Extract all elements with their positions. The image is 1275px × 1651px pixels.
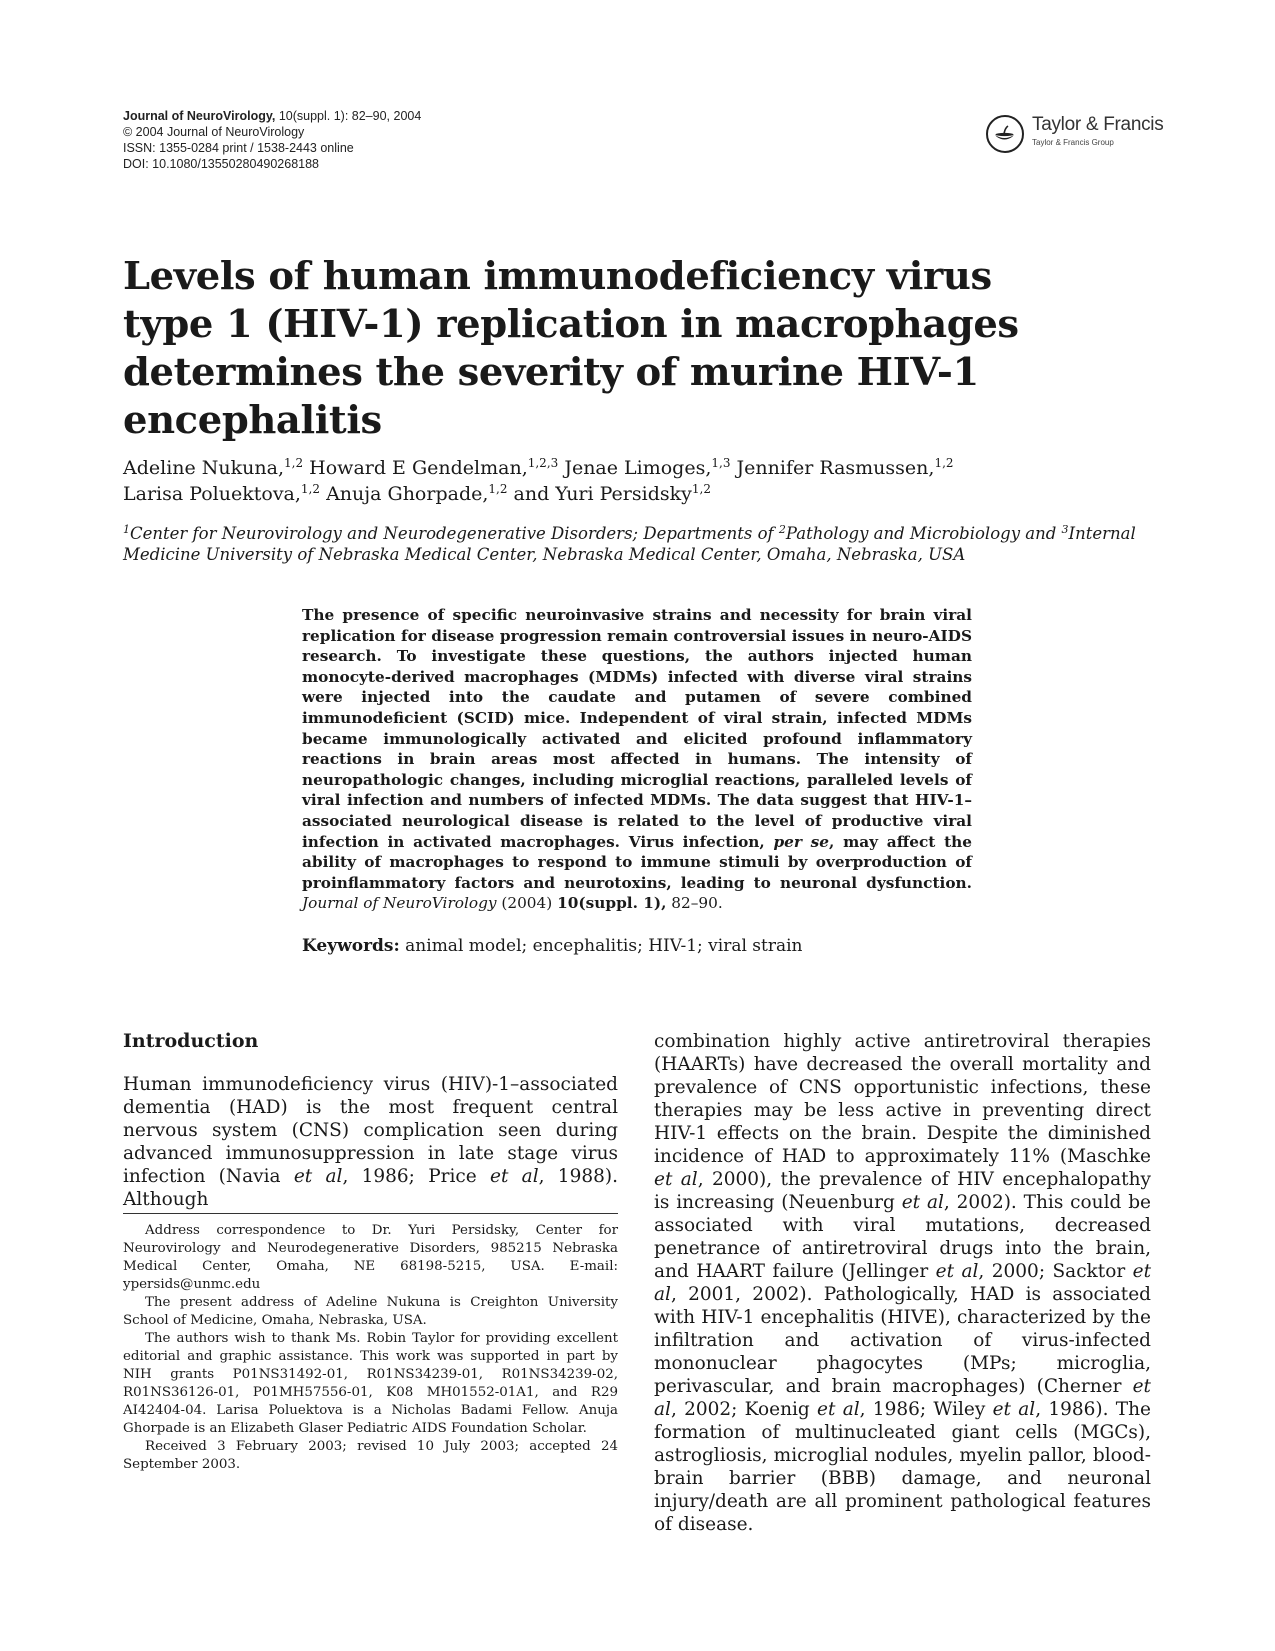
citation-et-al: et al [490, 1166, 539, 1187]
author-affiliation-marker: 1,2,3 [527, 456, 559, 470]
keywords-label: Keywords: [302, 936, 400, 956]
body-text: , 1986). The formation of multinucleated giant cells (MGCs), astrogliosis, microglial nodules, myelin pallor, blood-brain barrier (BBB) damage, and neuronal injury/death are all prominent pathological features of disease. [654, 1399, 1152, 1535]
body-text: , 1986; Price [342, 1166, 491, 1187]
abstract-citation-pages: 82–90. [666, 894, 723, 913]
body-text: , 2000), the prevalence of HIV encephalopathy is increasing (Neuenburg [654, 1169, 1151, 1213]
author-affiliation-marker: 1,3 [711, 456, 731, 470]
author-name: Adeline Nukuna, [123, 457, 285, 479]
abstract-citation-journal: Journal of NeuroVirology [302, 894, 497, 913]
publisher-name: Taylor & Francis [1032, 114, 1164, 135]
author-affiliation-marker: 1,2 [488, 482, 508, 496]
author-list [123, 455, 1173, 507]
keywords [302, 935, 982, 957]
author-name: and Yuri Persidsky [513, 483, 692, 505]
citation-et-al: et al [293, 1166, 343, 1187]
affiliation-text: Internal Medicine University of Nebraska Medical Center, Nebraska Medical Center, Omaha, Nebraska, USA [123, 524, 1136, 564]
publisher-group: Taylor & Francis Group [1032, 138, 1114, 147]
footnote-correspondence: Address correspondence to Dr. Yuri Persidsky, Center for Neurovirology and Neurodegenerative Disorders, 985215 Nebraska Medical Center, Omaha, NE 68198-5215, USA. E-mail: ypersids@unmc.edu [123, 1223, 618, 1292]
journal-name: Journal of NeuroVirology, [123, 109, 276, 123]
introduction-paragraph-right [654, 1030, 1151, 1536]
body-text: , 1986; Wiley [859, 1399, 993, 1420]
section-heading-introduction: Introduction [123, 1030, 259, 1052]
lamp-icon [988, 117, 1021, 150]
body-text: , 1988). Although [123, 1166, 618, 1210]
body-text: , 2002; Koenig [670, 1399, 818, 1420]
author-affiliation-marker: 1,2 [691, 482, 711, 496]
author-name: Jenae Limoges, [564, 457, 712, 479]
abstract-citation-volume: 10(suppl. 1), [557, 894, 667, 913]
citation-et-al: et al [654, 1376, 1151, 1420]
affiliation-marker: 1 [123, 523, 130, 536]
author-affiliation-marker: 1,2 [300, 482, 321, 496]
footnote-acknowledgment: The authors wish to thank Ms. Robin Taylor for providing excellent editorial and graphic assistance. This work was supported in part by NIH grants P01NS31492-01, R01NS34239-01, R01NS34239-02, R01NS36126-01, P01MH57556-01, K08 MH01552-01A1, and R29 AI42404-04. Larisa Poluektova is a Nicholas Badami Fellow. Anuja Ghorpade is an Elizabeth Glaser Pediatric AIDS Foundation Scholar. [123, 1331, 618, 1436]
citation-et-al: et al [654, 1261, 1152, 1305]
doi-line: DOI: 10.1080/13550280490268188 [123, 157, 320, 171]
abstract-text: , may affect the ability of macrophages to respond to immune stimuli by overproduction of proinflammatory factors and neurotoxins, leading to neuronal dysfunction. [302, 832, 972, 892]
body-text: Human immunodeficiency virus (HIV)-1–associated dementia (HAD) is the most frequent central nervous system (CNS) complication seen during advanced immunosuppression in late stage virus infection (Navia [123, 1074, 618, 1187]
author-name: Jennifer Rasmussen, [736, 457, 935, 479]
publisher-logo [986, 112, 1168, 158]
affiliations [123, 523, 1173, 565]
journal-header [123, 108, 583, 172]
citation-et-al: et al [654, 1169, 698, 1190]
abstract [302, 605, 972, 914]
body-text: , 2000; Sacktor [978, 1261, 1133, 1282]
issn-line: ISSN: 1355-0284 print / 1538-2443 online [123, 141, 354, 155]
body-text: , 2001, 2002). Pathologically, HAD is associated with HIV-1 encephalitis (HIVE), characterized by the infiltration and activation of virus-infected mononuclear phagocytes (MPs; microglia, perivascular, and brain macrophages) (Cherner [654, 1284, 1151, 1397]
affiliation-marker: 3 [1061, 523, 1069, 536]
keywords-list: animal model; encephalitis; HIV-1; viral strain [399, 936, 803, 956]
author-name: Anuja Ghorpade, [326, 483, 489, 505]
citation-et-al: et al [901, 1192, 944, 1213]
author-name: Howard E Gendelman, [309, 457, 528, 479]
affiliation-marker: 2 [778, 523, 786, 536]
footnotes [123, 1222, 618, 1474]
affiliation-text: Center for Neurovirology and Neurodegenerative Disorders; Departments of [130, 524, 779, 543]
footnote-present-address: The present address of Adeline Nukuna is Creighton University School of Medicine, Omaha, Nebraska, USA. [123, 1295, 618, 1328]
abstract-citation-year: (2004) [496, 894, 558, 913]
body-text: , 2002). This could be associated with viral mutations, decreased penetrance of antiretroviral drugs into the brain, and HAART failure (Jellinger [654, 1192, 1151, 1282]
author-affiliation-marker: 1,2 [934, 456, 954, 470]
body-text: combination highly active antiretroviral therapies (HAARTs) have decreased the overall mortality and prevalence of CNS opportunistic infections, these therapies may be less active in preventing direct HIV-1 effects on the brain. Despite the diminished incidence of HAD to approximately 11% (Maschke [654, 1031, 1151, 1167]
citation-et-al: et al [817, 1399, 860, 1420]
author-name: Larisa Poluektova, [123, 483, 301, 505]
citation-et-al: et al [992, 1399, 1036, 1420]
citation-et-al: et al [935, 1261, 979, 1282]
abstract-emphasis: per se [773, 832, 830, 851]
footnote-received-dates: Received 3 February 2003; revised 10 July 2003; accepted 24 September 2003. [123, 1439, 618, 1472]
affiliation-text: Pathology and Microbiology and [785, 524, 1062, 543]
abstract-text: The presence of specific neuroinvasive strains and necessity for brain viral replication for disease progression remain controversial issues in neuro-AIDS research. To investigate these questions, the authors injected human monocyte-derived macrophages (MDMs) infected with diverse viral strains were injected into the caudate and putamen of severe combined immunodeficient (SCID) mice. Independent of viral strain, infected MDMs became immunologically activated and elicited profound inflammatory reactions in brain areas most affected in humans. The intensity of neuropathologic changes, including microglial reactions, paralleled levels of viral infection and numbers of infected MDMs. The data suggest that HIV-1–associated neurological disease is related to the level of productive viral infection in activated macrophages. Virus infection, [302, 606, 972, 851]
copyright-line: © 2004 Journal of NeuroVirology [123, 125, 305, 139]
introduction-paragraph-left [123, 1073, 618, 1211]
article-title: Levels of human immunodeficiency virus type 1 (HIV-1) replication in macrophages determines the severity of murine HIV-1 encephalitis [123, 254, 1019, 443]
author-affiliation-marker: 1,2 [284, 456, 304, 470]
journal-citation-line [123, 108, 583, 124]
journal-issue: 10(suppl. 1): 82–90, 2004 [278, 109, 422, 123]
publisher-logo-icon [986, 115, 1024, 153]
footnote-divider [123, 1213, 618, 1214]
